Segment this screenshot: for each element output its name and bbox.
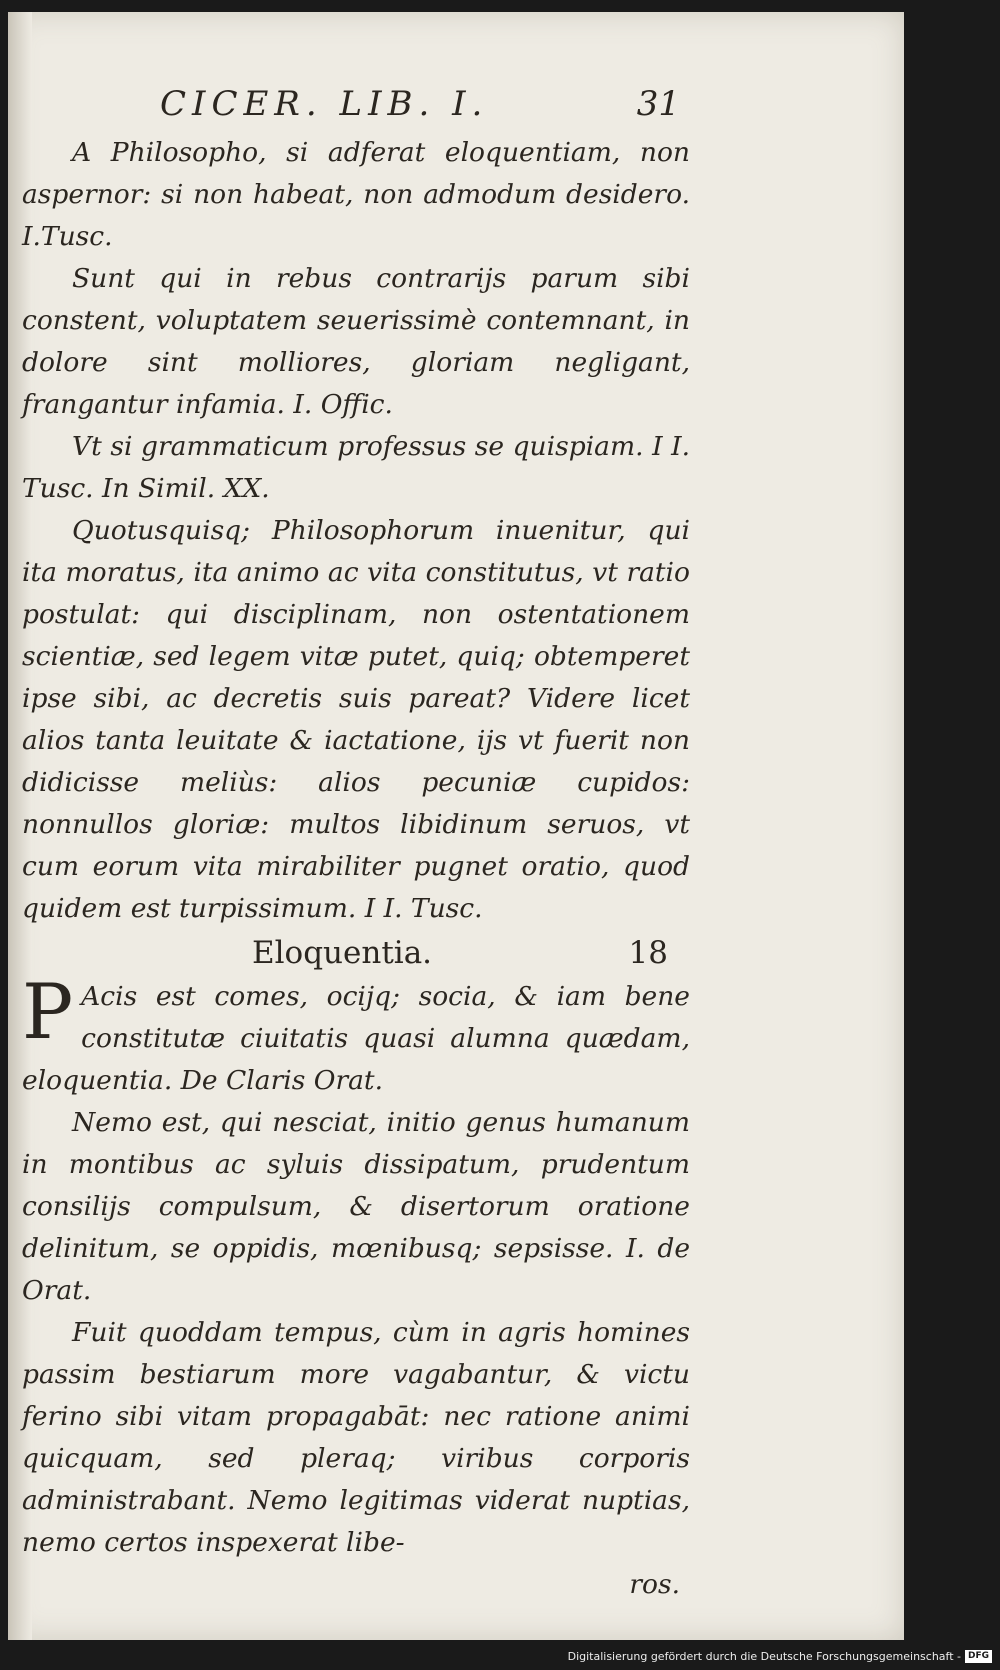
paragraph: Vt si grammaticum professus se quispiam. I I. Tusc. In Simil. XX. [22,431,690,504]
paragraph-dropcap [22,967,690,1102]
body-text [22,132,690,1606]
dfg-logo: DFG [965,1650,992,1663]
section-heading [22,930,690,976]
section-number: 18 [628,935,668,971]
drop-capital: P [22,967,74,1056]
digitization-footer [568,1650,992,1663]
paragraph: Quotusquisq; Philosophorum inuenitur, qui ita moratus, ita animo ac vita constitutus, vt ratio postulat: qui disciplinam, non ostentationem scientiæ, sed legem vitæ putet, quiq; obtemperet ipse sibi, ac decretis suis pareat? Videre licet alios tanta leuitate & iactatione, ijs vt fuerit non didicisse meliùs: alios pecuniæ cupidos: nonnullos gloriæ: multos libidinum seruos, vt cum eorum vita mirabiliter pugnet oratio, quod quidem est turpissimum. I I. Tusc. [22,515,690,924]
running-head-title: CICER. LIB. I. [160,84,489,124]
running-head [160,84,680,128]
catchword: ros. [629,1569,680,1600]
dropcap-paragraph-text: Acis est comes, ocijq; socia, & iam bene constitutæ ciuitatis quasi alumna quædam, eloquentia. De Claris Orat. [22,981,690,1096]
paragraph: Fuit quoddam tempus, cùm in agris homines passim bestiarum more vagabantur, & victu ferino sibi vitam propagabāt: nec ratione animi quicquam, sed pleraq; viribus corporis administrabant. Nemo legitimas viderat nuptias, nemo certos inspexerat libe- [22,1317,690,1558]
paragraph: A Philosopho, si adferat eloquentiam, non aspernor: si non habeat, non admodum desidero. I.Tusc. [22,137,690,252]
paragraph: Nemo est, qui nesciat, initio genus humanum in montibus ac syluis dissipatum, prudentum consilijs compulsum, & disertorum oratione delinitum, se oppidis, mœnibusq; sepsisse. I. de Orat. [22,1107,690,1306]
section-title: Eloquentia. [252,935,433,971]
page-number: 31 [636,84,680,124]
footer-credit: Digitalisierung gefördert durch die Deutsche Forschungsgemeinschaft - [567,1650,961,1663]
paragraph: Sunt qui in rebus contrarijs parum sibi constent, voluptatem seuerissimè contemnant, in dolore sint molliores, gloriam negligant, frangantur infamia. I. Offic. [22,263,690,420]
